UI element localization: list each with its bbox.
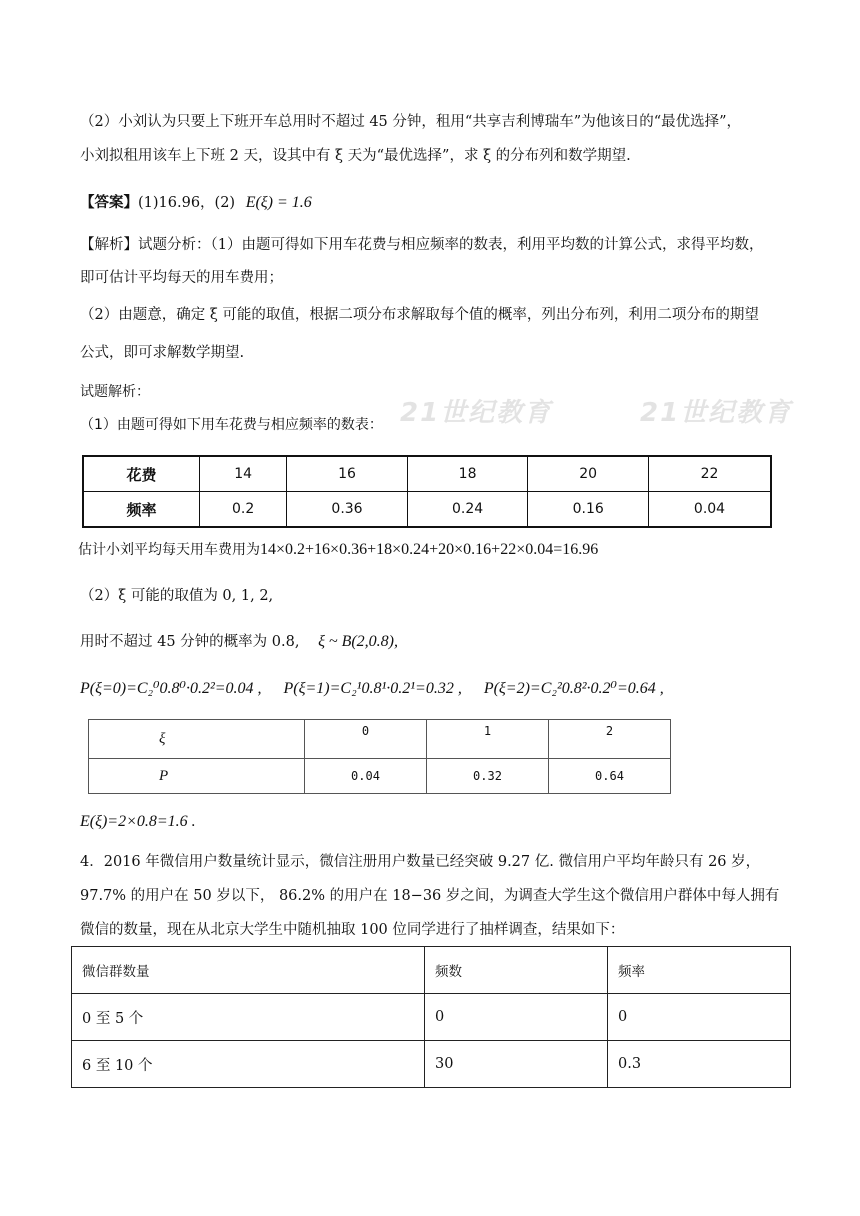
table-header-cell: 微信群数量 <box>72 947 425 994</box>
probability-line <box>80 679 790 699</box>
table-cell: 0.24 <box>407 492 528 528</box>
part2-values: （2）ξ 可能的取值为 0, 1, 2, <box>80 588 274 604</box>
analysis-line2: 即可估计平均每天的用车费用； <box>80 270 283 286</box>
table-cell: 30 <box>425 1041 608 1088</box>
problem4-line3: 微信的数量，现在从北京大学生中随机抽取 100 位同学进行了抽样调查，结果如下： <box>80 922 625 938</box>
estimate-text: 估计小刘平均每天用车费用为 <box>78 542 260 558</box>
expectation-line: E(ξ)=2×0.8=1.6 . <box>80 813 196 830</box>
table-cell: 2 <box>549 720 671 759</box>
table-cell: 0 <box>425 994 608 1041</box>
problem4-line1: 4．2016 年微信用户数量统计显示，微信注册用户数量已经突破 9.27 亿. 微信用户平均年龄只有 26 岁， <box>80 854 761 870</box>
p1-formula: P(ξ=1)=C₂¹0.8¹·0.2¹=0.32 , <box>283 680 462 697</box>
watermark: 21世纪教育 <box>640 398 793 428</box>
table-cell: 0.2 <box>200 492 287 528</box>
table-cell: 0.32 <box>427 759 549 794</box>
answer-formula: E(ξ) = 1.6 <box>245 194 312 211</box>
estimate-line <box>78 540 790 560</box>
table-cell: 20 <box>528 456 649 492</box>
table-row <box>89 720 671 759</box>
table-cell: 18 <box>407 456 528 492</box>
problem4-line2: 97.7% 的用户在 50 岁以下， 86.2% 的用户在 18−36 岁之间，为调查大学生这个微信用户群体中每人拥有 <box>80 888 780 904</box>
table-cell: 0.04 <box>648 492 771 528</box>
table-row-head: 频率 <box>83 492 200 528</box>
distribution-table <box>88 719 671 794</box>
table-row-head: ξ <box>89 720 305 759</box>
prob-text: 用时不超过 45 分钟的概率为 0.8, <box>80 634 300 650</box>
table-row-head: P <box>89 759 305 794</box>
table-row <box>72 994 791 1041</box>
prob-line <box>80 632 790 652</box>
table-cell: 0 <box>608 994 791 1041</box>
table-header-cell: 频数 <box>425 947 608 994</box>
table-row <box>83 492 771 528</box>
table-cell: 0.36 <box>287 492 408 528</box>
answer-text: (1)16.96，(2) <box>138 195 236 211</box>
solution-intro: （1）由题可得如下用车花费与相应频率的数表： <box>80 417 383 433</box>
answer-line <box>80 193 790 213</box>
table-cell: 0.64 <box>549 759 671 794</box>
p2-formula: P(ξ=2)=C₂²0.8²·0.2⁰=0.64 , <box>483 680 664 697</box>
analysis-line1: 【解析】试题分析：（1）由题可得如下用车花费与相应频率的数表，利用平均数的计算公式，求得平均数， <box>80 237 764 253</box>
table-cell: 14 <box>200 456 287 492</box>
table-cell: 0 <box>305 720 427 759</box>
answer-label: 【答案】 <box>80 194 138 211</box>
table-header-cell: 频率 <box>608 947 791 994</box>
table-cell: 0 至 5 个 <box>72 994 425 1041</box>
table-cell: 0.3 <box>608 1041 791 1088</box>
table-header-row <box>72 947 791 994</box>
table-row <box>89 759 671 794</box>
wechat-group-table <box>71 946 791 1088</box>
estimate-formula: 14×0.2+16×0.36+18×0.24+20×0.16+22×0.04=16.96 <box>260 541 599 558</box>
table-row <box>83 456 771 492</box>
analysis-line3: （2）由题意，确定 ξ 可能的取值，根据二项分布求解取每个值的概率，列出分布列，利用二项分布的期望 <box>80 307 759 323</box>
table-cell: 16 <box>287 456 408 492</box>
prob-formula: ξ ~ B(2,0.8), <box>318 633 398 650</box>
table-cell: 1 <box>427 720 549 759</box>
table-cell: 0.04 <box>305 759 427 794</box>
cost-frequency-table <box>82 455 772 528</box>
solution-label: 试题解析： <box>80 384 150 400</box>
analysis-line4: 公式，即可求解数学期望. <box>80 345 245 361</box>
table-row <box>72 1041 791 1088</box>
p0-formula: P(ξ=0)=C₂⁰0.8⁰·0.2²=0.04 , <box>80 680 262 697</box>
part2-question-line2: 小刘拟租用该车上下班 2 天，设其中有 ξ 天为“最优选择”，求 ξ 的分布列和数学期望. <box>80 148 631 164</box>
table-cell: 6 至 10 个 <box>72 1041 425 1088</box>
part2-question-line1: （2）小刘认为只要上下班开车总用时不超过 45 分钟，租用“共享吉利博瑞车”为他该日的“最优选择”， <box>80 114 742 130</box>
table-cell: 0.16 <box>528 492 649 528</box>
table-row-head: 花费 <box>83 456 200 492</box>
watermark: 21世纪教育 <box>400 398 553 428</box>
table-cell: 22 <box>648 456 771 492</box>
